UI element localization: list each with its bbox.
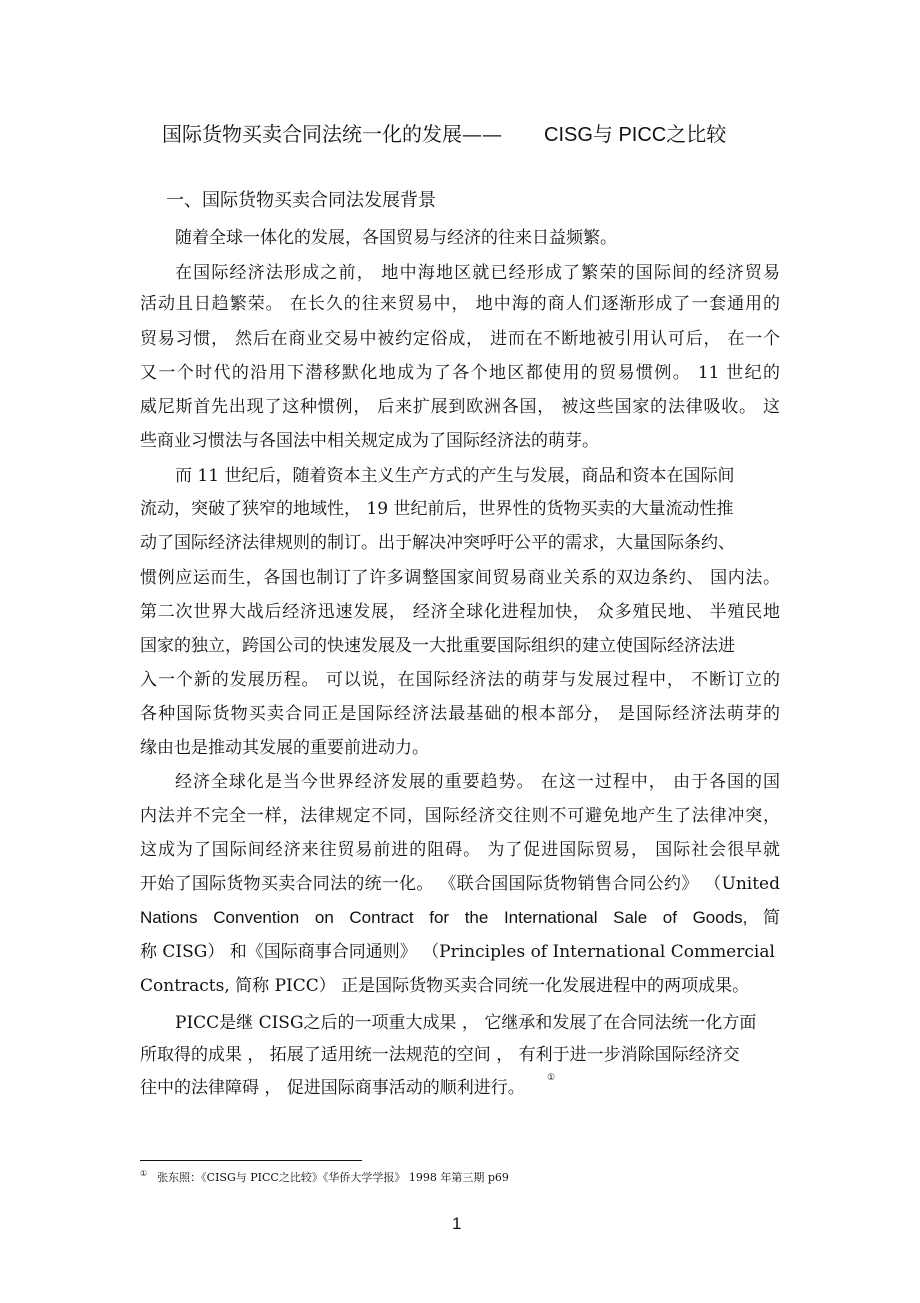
footnote-mark: ① <box>140 1169 148 1178</box>
paragraph-line: 活动且日趋繁荣。 在长久的往来贸易中， 地中海的商人们逐渐形成了一套通用的 <box>140 294 780 314</box>
paragraph-line: 开始了国际货物买卖合同法的统一化。 《联合国国际货物销售合同公约》 （United <box>140 874 780 894</box>
paragraph-line: 贸易习惯， 然后在商业交易中被约定俗成， 进而在不断地被引用认可后， 在一个 <box>140 329 780 349</box>
paragraph-line: 往中的法律障碍 ， 促进国际商事活动的顺利进行。 <box>140 1078 525 1098</box>
title-comparison: CISG与 PICC之比较 <box>544 124 727 146</box>
footnote-divider <box>140 1160 362 1161</box>
footnote <box>140 1166 509 1182</box>
paragraph-line: Contracts, 简称 PICC） 正是国际货物买卖合同统一化发展进程中的两项成果。 <box>140 976 750 996</box>
title-chinese: 国际货物买卖合同法统一化的发展—— <box>162 122 502 146</box>
paragraph-line: 些商业习惯法与各国法中相关规定成为了国际经济法的萌芽。 <box>140 431 599 451</box>
paragraph-line: 经济全球化是当今世界经济发展的重要趋势。 在这一过程中， 由于各国的国 <box>175 772 780 792</box>
paragraph-line: 称 CISG） 和《国际商事合同通则》 （Principles of International Commercial <box>140 942 775 962</box>
paragraph-line: 在国际经济法形成之前， 地中海地区就已经形成了繁荣的国际间的经济贸易 <box>175 263 780 283</box>
document-title <box>162 120 726 149</box>
paragraph-line: 入一个新的发展历程。 可以说，在国际经济法的萌芽与发展过程中， 不断订立的 <box>140 670 780 690</box>
paragraph-line: 又一个时代的沿用下潜移默化地成为了各个地区都使用的贸易惯例。 11 世纪的 <box>140 363 780 383</box>
paragraph-line: 随着全球一体化的发展，各国贸易与经济的往来日益频繁。 <box>175 228 617 248</box>
paragraph-line: 动了国际经济法律规则的制订。出于解决冲突呼吁公平的需求，大量国际条约、 <box>140 533 735 553</box>
paragraph-line: 惯例应运而生，各国也制订了许多调整国家间贸易商业关系的双边条约、 国内法。 <box>140 568 780 588</box>
paragraph-line: 这成为了国际间经济来往贸易前进的阻碍。 为了促进国际贸易， 国际社会很早就 <box>140 840 780 860</box>
paragraph-line: 缘由也是推动其发展的重要前进动力。 <box>140 738 429 758</box>
paragraph-line: 流动，突破了狭窄的地域性， 19 世纪前后，世界性的货物买卖的大量流动性推 <box>140 499 734 519</box>
paragraph-line: Nations Convention on Contract for the International Sale of Goods, 简 <box>140 908 780 927</box>
paragraph-line: 威尼斯首先出现了这种惯例， 后来扩展到欧洲各国， 被这些国家的法律吸收。 这 <box>140 397 780 417</box>
paragraph-line: 第二次世界大战后经济迅速发展， 经济全球化进程加快， 众多殖民地、 半殖民地 <box>140 602 780 622</box>
paragraph-line: 国家的独立，跨国公司的快速发展及一大批重要国际组织的建立使国际经济法进 <box>140 636 735 656</box>
paragraph-line: 内法并不完全一样，法律规定不同，国际经济交往则不可避免地产生了法律冲突， <box>140 806 780 826</box>
footnote-reference: ① <box>547 1073 556 1083</box>
paragraph-line: 而 11 世纪后，随着资本主义生产方式的产生与发展，商品和资本在国际间 <box>175 466 735 486</box>
paragraph-line: 各种国际货物买卖合同正是国际经济法最基础的根本部分， 是国际经济法萌芽的 <box>140 704 780 724</box>
section-heading: 一、国际货物买卖合同法发展背景 <box>166 190 436 211</box>
paragraph-line: PICC是继 CISG之后的一项重大成果 ， 它继承和发展了在合同法统一化方面 <box>175 1013 757 1033</box>
paragraph-line: 所取得的成果 ， 拓展了适用统一法规范的空间 ， 有利于进一步消除国际经济交 <box>140 1045 740 1065</box>
page-number: 1 <box>452 1214 462 1233</box>
footnote-text: 张东照：《CISG与 PICC之比较》《华侨大学学报》 1998 年第三期 p69 <box>157 1171 509 1184</box>
